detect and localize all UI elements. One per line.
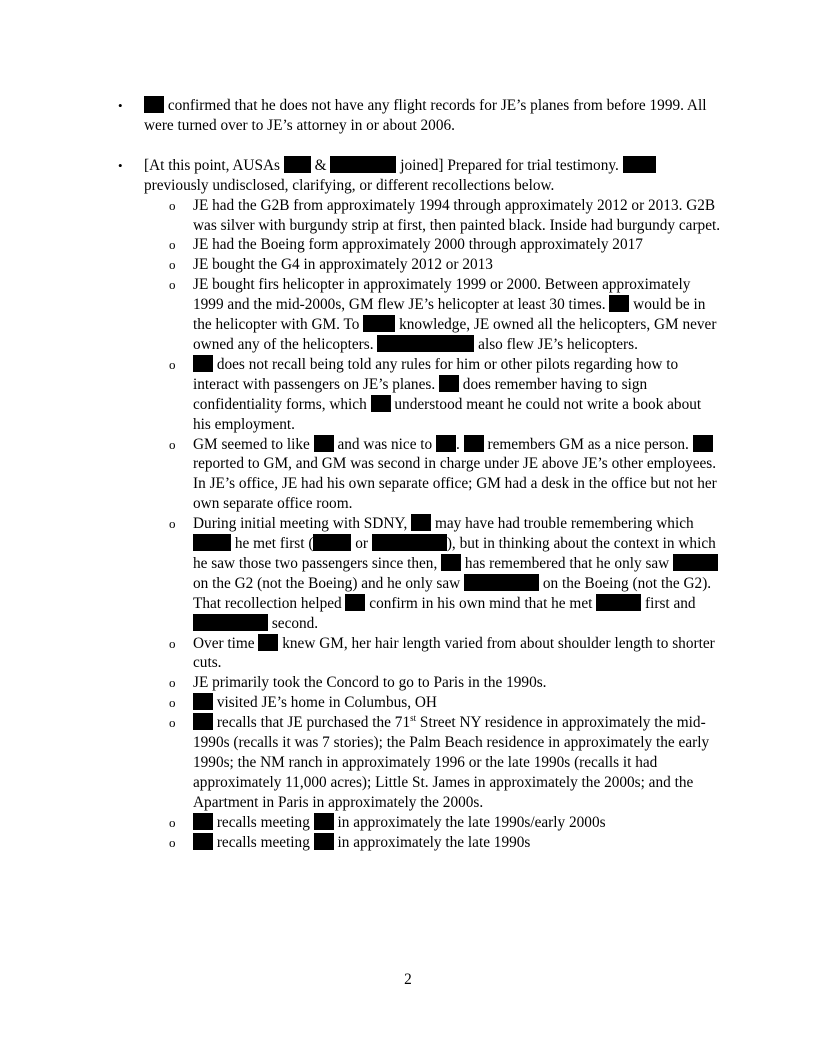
redaction-box xyxy=(377,335,474,352)
text-segment: has remembered that he only saw xyxy=(461,554,674,572)
text-segment: Over time xyxy=(193,634,259,652)
redaction-box xyxy=(609,295,629,312)
text-segment: ), but in thinking about the context in which he saw those two passengers since then, xyxy=(193,535,716,572)
text-segment: in approximately the late 1990s xyxy=(333,833,531,851)
text-segment: also flew JE’s helicopters. xyxy=(474,335,638,353)
redaction-box xyxy=(193,693,213,710)
text-segment: would be in the helicopter with GM. To xyxy=(193,296,706,334)
circle-bullet-icon: o xyxy=(169,516,176,532)
redaction-box xyxy=(193,355,213,372)
text-segment: Street NY residence in approximately the mid-1990s (recalls it was 7 stories); the Palm Beach residence in approximately the early 1990s; the NM ranch in approximately 1996 or the late 1990s (recalls it had approximately 11,000 acres); Little St. James in approximately the 2000s; and the Apartment in Paris in approximately the 2000s. xyxy=(193,714,710,811)
redaction-box xyxy=(411,514,431,531)
redaction-box xyxy=(623,156,656,173)
text-segment: JE had the Boeing form approximately 2000 through approximately 2017 xyxy=(193,236,643,254)
sub-bullet-item xyxy=(0,673,721,693)
text-segment: and was nice to xyxy=(333,435,437,453)
bullet-item xyxy=(0,96,720,136)
circle-bullet-icon: o xyxy=(169,277,176,293)
circle-bullet-icon: o xyxy=(169,834,176,850)
sub-bullet-item xyxy=(0,514,721,633)
text-segment: & xyxy=(310,156,331,174)
bullet-icon: • xyxy=(118,157,123,173)
redaction-box xyxy=(330,156,396,173)
redaction-box xyxy=(464,574,539,591)
redaction-box xyxy=(314,833,334,850)
sub-bullet-item xyxy=(0,255,721,275)
circle-bullet-icon: o xyxy=(169,814,176,830)
redaction-box xyxy=(596,594,641,611)
text-segment: reported to GM, and GM was second in charge under JE above JE’s other employees. In JE’s office, JE had his own separate office; GM had a desk in the office but not her own separate office room. xyxy=(193,455,717,513)
sub-bullet-item xyxy=(0,196,721,236)
text-segment: visited JE’s home in Columbus, OH xyxy=(213,694,437,712)
redaction-box xyxy=(464,435,484,452)
document-body xyxy=(0,96,816,873)
redaction-box xyxy=(372,534,447,551)
redaction-box xyxy=(284,156,311,173)
redaction-box xyxy=(258,634,278,651)
text-segment: on the G2 (not the Boeing) and he only saw xyxy=(193,574,465,592)
redaction-box xyxy=(363,315,395,332)
redaction-box xyxy=(371,395,391,412)
text-segment: . xyxy=(456,435,464,453)
text-segment: JE bought firs helicopter in approximately 1999 or 2000. Between approximately 1999 and the mid-2000s, GM flew JE’s helicopter at least 30 times. xyxy=(193,276,691,314)
redaction-box xyxy=(314,813,334,830)
circle-bullet-icon: o xyxy=(169,695,176,711)
text-segment: he met first ( xyxy=(231,535,314,553)
sub-bullet-item xyxy=(0,693,721,713)
redaction-box xyxy=(144,96,164,113)
text-segment: [At this point, AUSAs xyxy=(144,156,284,174)
text-segment: JE primarily took the Concord to go to Paris in the 1990s. xyxy=(193,674,547,692)
sub-bullet-item xyxy=(0,275,721,355)
bullet-icon: • xyxy=(118,98,123,113)
circle-bullet-icon: o xyxy=(169,237,176,253)
redaction-box xyxy=(193,833,213,850)
text-segment: may have had trouble remembering which xyxy=(431,515,694,533)
circle-bullet-icon: o xyxy=(169,356,176,372)
text-segment: or xyxy=(351,535,372,553)
sub-bullet-item xyxy=(0,235,721,255)
bullet-item xyxy=(0,156,720,853)
text-segment: recalls that JE purchased the 71 xyxy=(213,714,411,732)
text-segment: JE had the G2B from approximately 1994 through approximately 2012 or 2013. G2B was silver with burgundy strip at first, then painted black. Inside had burgundy carpet. xyxy=(193,196,721,234)
circle-bullet-icon: o xyxy=(169,436,176,452)
sub-bullet-item xyxy=(0,355,721,435)
sub-bullet-item xyxy=(0,813,721,833)
text-segment: During initial meeting with SDNY, xyxy=(193,515,412,533)
text-segment: does remember having to sign confidentiality forms, which xyxy=(193,375,648,413)
text-segment: confirm in his own mind that he met xyxy=(365,594,597,612)
redaction-box xyxy=(345,594,365,611)
redaction-box xyxy=(693,435,713,452)
text-segment: remembers GM as a nice person. xyxy=(483,435,693,453)
circle-bullet-icon: o xyxy=(169,197,176,213)
text-segment: GM seemed to like xyxy=(193,435,314,453)
redaction-box xyxy=(313,534,351,551)
page-number: 2 xyxy=(404,971,412,988)
redaction-box xyxy=(439,375,459,392)
text-segment: first and xyxy=(641,594,696,612)
text-segment: knew GM, her hair length varied from about shoulder length to shorter cuts. xyxy=(193,634,715,672)
redaction-box xyxy=(436,435,456,452)
text-segment: recalls meeting xyxy=(213,813,314,831)
sub-bullet-item xyxy=(0,435,721,515)
text-segment: second. xyxy=(268,614,319,632)
sub-bullet-item xyxy=(0,634,721,674)
redaction-box xyxy=(314,435,334,452)
redaction-box xyxy=(441,554,461,571)
circle-bullet-icon: o xyxy=(169,715,176,731)
text-segment: recalls meeting xyxy=(213,833,314,851)
text-segment: previously undisclosed, clarifying, or different recollections below. xyxy=(144,176,555,194)
redaction-box xyxy=(193,534,231,551)
text-segment: does not recall being told any rules for him or other pilots regarding how to interact with passengers on JE’s planes. xyxy=(193,355,679,393)
text-segment: knowledge, JE owned all the helicopters, GM never owned any of the helicopters. xyxy=(193,316,717,353)
text-segment: on the Boeing (not the G2). That recollection helped xyxy=(193,574,712,612)
text-segment: JE bought the G4 in approximately 2012 or 2013 xyxy=(193,256,493,274)
text-segment: joined] Prepared for trial testimony. xyxy=(396,156,623,174)
text-segment: in approximately the late 1990s/early 2000s xyxy=(333,813,606,831)
superscript: st xyxy=(410,713,417,724)
circle-bullet-icon: o xyxy=(169,257,176,273)
circle-bullet-icon: o xyxy=(169,635,176,651)
sub-bullet-item xyxy=(0,713,721,813)
sub-bullet-item xyxy=(0,833,721,853)
text-segment: understood meant he could not write a book about his employment. xyxy=(193,395,702,433)
redaction-box xyxy=(193,713,213,730)
circle-bullet-icon: o xyxy=(169,675,176,691)
text-segment: confirmed that he does not have any flight records for JE’s planes from before 1999. All were turned over to JE’s attorney in or about 2006. xyxy=(144,97,707,134)
redaction-box xyxy=(193,813,213,830)
redaction-box xyxy=(193,614,268,631)
redaction-box xyxy=(673,554,718,571)
